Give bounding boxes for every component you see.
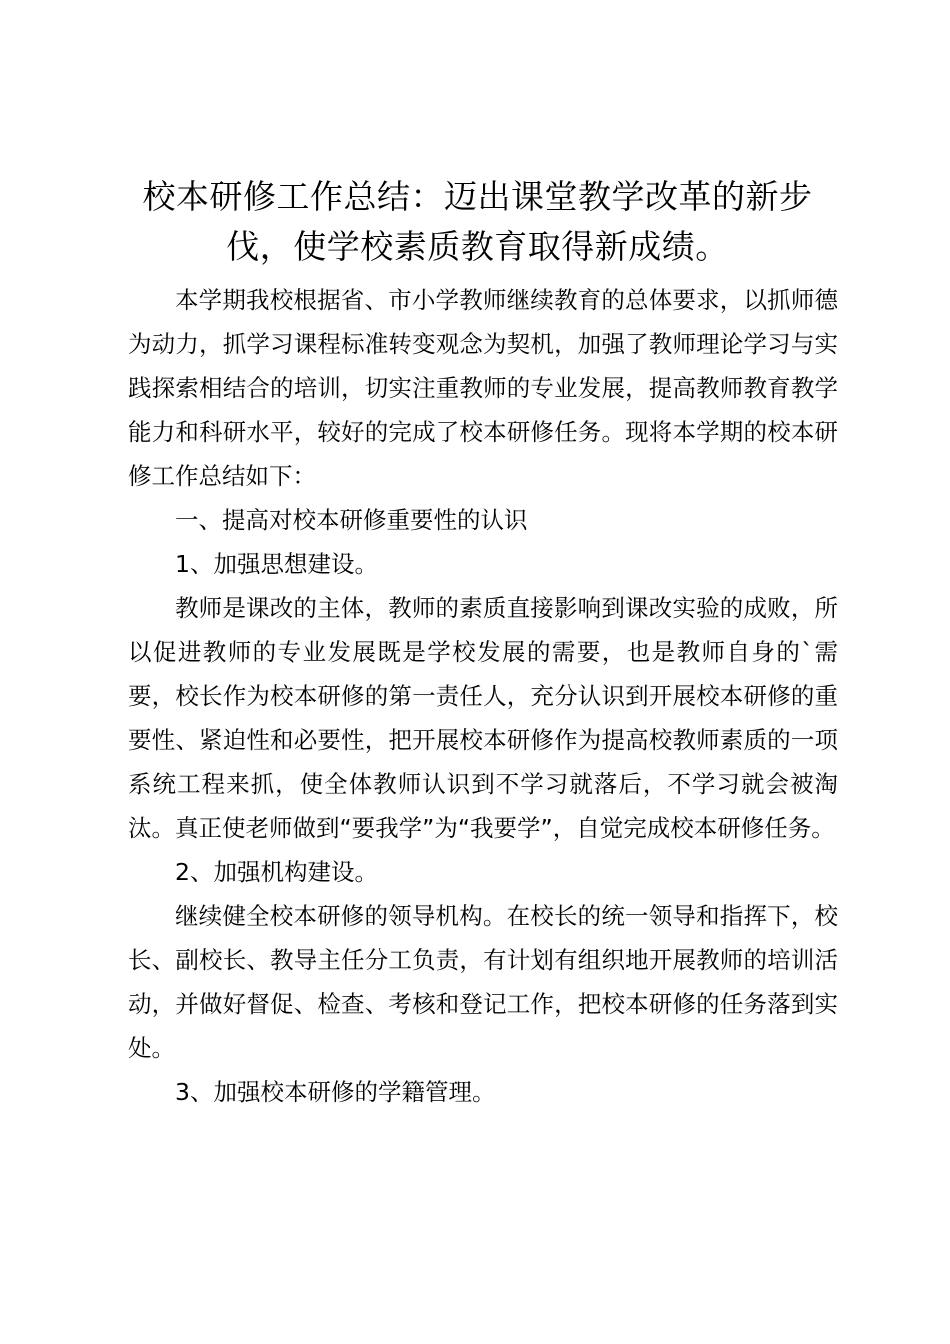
- intro-paragraph: 本学期我校根据省、市小学教师继续教育的总体要求，以抓师德为动力，抓学习课程标准转变观念为契机，加强了教师理论学习与实践探索相结合的培训，切实注重教师的专业发展，提高教师教育教学能力和科研水平，较好的完成了校本研修任务。现将本学期的校本研修工作总结如下：: [128, 286, 838, 490]
- subheading-2: 2、加强机构建设。: [175, 858, 378, 886]
- paragraph-organization-building: 继续健全校本研修的领导机构。在校长的统一领导和指挥下，校长、副校长、教导主任分工负责，有计划有组织地开展教师的培训活动，并做好督促、检查、考核和登记工作，把校本研修的任务落到实处。: [128, 902, 838, 1062]
- section-heading-1: 一、提高对校本研修重要性的认识: [175, 506, 528, 534]
- paragraph-thought-building: 教师是课改的主体，教师的素质直接影响到课改实验的成败，所以促进教师的专业发展既是学校发展的需要，也是教师自身的`需要，校长作为校本研修的第一责任人，充分认识到开展校本研修的重要性、紧迫性和必要性，把开展校本研修作为提高校教师素质的一项系统工程来抓，使全体教师认识到不学习就落后，不学习就会被淘汰。真正使老师做到“要我学”为“我要学”，自觉完成校本研修任务。: [128, 594, 838, 842]
- document-body: [128, 278, 838, 1114]
- document-title: 校本研修工作总结：迈出课堂教学改革的新步伐，使学校素质教育取得新成绩。: [142, 177, 813, 266]
- subheading-1: 1、加强思想建设。: [175, 550, 378, 578]
- subheading-3: 3、加强校本研修的学籍管理。: [175, 1078, 496, 1106]
